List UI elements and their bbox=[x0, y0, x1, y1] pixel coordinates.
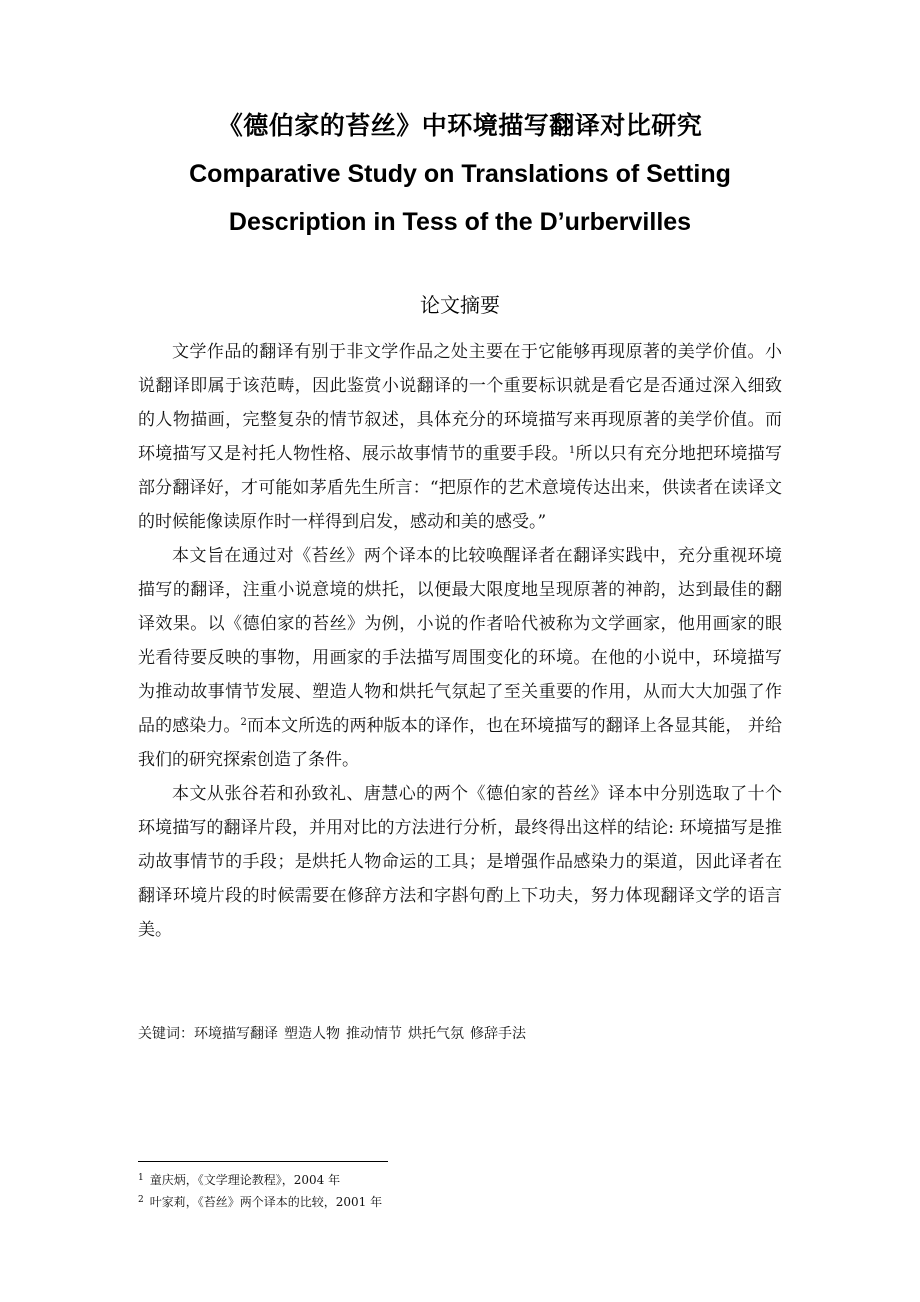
paragraph-text: 而本文所选的两种版本的译作，也在环境描写的翻译上各显其能， 并给我们的研究探索创造了条件。 bbox=[138, 716, 783, 770]
footnote-1 bbox=[138, 1168, 782, 1190]
footnote-text: 童庆炳，《文学理论教程》，2004 年 bbox=[149, 1173, 341, 1187]
keyword: 环境描写翻译 bbox=[194, 1026, 278, 1042]
footnotes bbox=[138, 1168, 782, 1212]
footnote-reference-1[interactable]: 1 bbox=[568, 445, 576, 456]
footnote-2 bbox=[138, 1190, 782, 1212]
paragraph-text: 所以只有充分地把环境描写部分翻译好，才可能如茅盾先生所言：“把原作的艺术意境传达出来，供读者在读译文的时候能像读原作时一样得到启发，感动和美的感受。” bbox=[138, 444, 783, 532]
keyword: 烘托气氛 bbox=[408, 1026, 464, 1042]
abstract-heading: 论文摘要 bbox=[420, 293, 500, 317]
chinese-title: 《德伯家的苔丝》中环境描写翻译对比研究 bbox=[217, 111, 703, 140]
footnote-reference-2[interactable]: 2 bbox=[240, 717, 247, 728]
abstract-body bbox=[138, 335, 782, 947]
footnote-mark: 1 bbox=[138, 1173, 144, 1183]
abstract-paragraph-3: 本文从张谷若和孙致礼、唐慧心的两个《德伯家的苔丝》译本中分别选取了十个环境描写的翻译片段，并用对比的方法进行分析，最终得出这样的结论: 环境描写是推动故事情节的手段；是烘托人物命运的工具；是增强作品感染力的渠道，因此译者在翻译环境片段的时候需要在修辞方法和字斟句酌上下功夫，努力体现翻译文学的语言美。 bbox=[138, 784, 782, 940]
abstract-paragraph-2 bbox=[138, 539, 782, 777]
footnote-text: 叶家莉，《苔丝》两个译本的比较，2001 年 bbox=[149, 1195, 383, 1209]
paragraph-text: 本文旨在通过对《苔丝》两个译本的比较唤醒译者在翻译实践中，充分重视环境描写的翻译，注重小说意境的烘托，以便最大限度地呈现原著的神韵，达到最佳的翻译效果。以《德伯家的苔丝》为例，小说的作者哈代被称为文学画家，他用画家的眼光看待要反映的事物，用画家的手法描写周围变化的环境。在他的小说中，环境描写为推动故事情节发展、塑造人物和烘托气氛起了至关重要的作用，从而大大加强了作品的感染力。 bbox=[138, 546, 782, 736]
keyword: 推动情节 bbox=[346, 1026, 402, 1042]
english-title-line-2: Description in Tess of the D’urbervilles bbox=[228, 208, 692, 236]
footnote-separator bbox=[138, 1161, 388, 1162]
paragraph-text: 文学作品的翻译有别于非文学作品之处主要在于它能够再现原著的美学价值。小说翻译即属于该范畴，因此鉴赏小说翻译的一个重要标识就是看它是否通过深入细致的人物描画，完整复杂的情节叙述，具体充分的环境描写来再现原著的美学价值。而环境描写又是衬托人物性格、展示故事情节的重要手段。 bbox=[138, 342, 782, 464]
english-title-line-1: Comparative Study on Translations of Setting bbox=[189, 160, 731, 188]
keywords-label: 关键词： bbox=[138, 1026, 194, 1042]
abstract-paragraph-1 bbox=[138, 335, 782, 539]
footnote-mark: 2 bbox=[138, 1195, 144, 1205]
keyword: 塑造人物 bbox=[284, 1026, 340, 1042]
keyword: 修辞手法 bbox=[470, 1026, 526, 1042]
keywords-line bbox=[138, 1022, 782, 1046]
